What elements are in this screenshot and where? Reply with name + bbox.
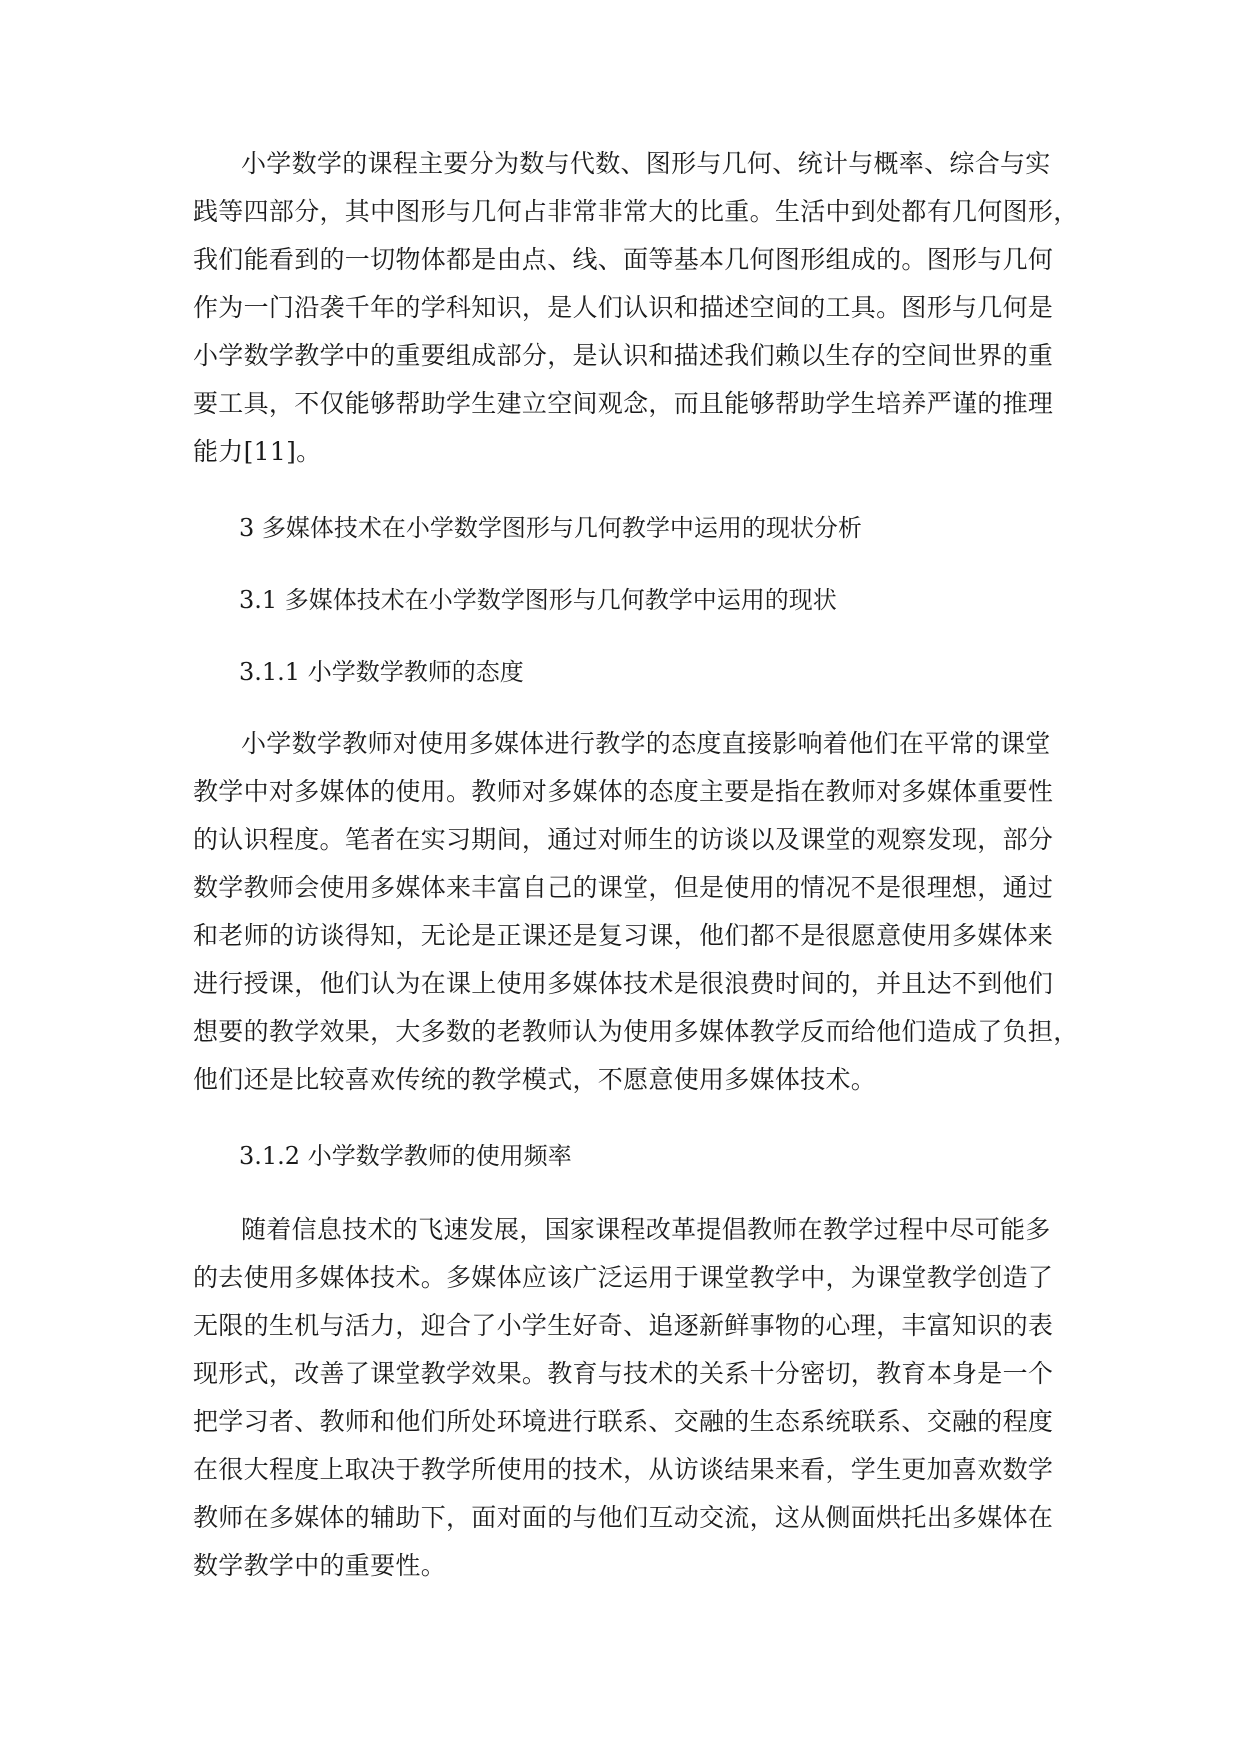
paragraph-line: 想要的教学效果，大多数的老教师认为使用多媒体教学反而给他们造成了负担， bbox=[193, 1017, 1079, 1046]
paragraph-line: 的去使用多媒体技术。多媒体应该广泛运用于课堂教学中，为课堂教学创造了 bbox=[193, 1263, 1054, 1292]
subsection-heading: 3.1 多媒体技术在小学数学图形与几何教学中运用的现状 bbox=[239, 586, 837, 614]
paragraph-line: 在很大程度上取决于教学所使用的技术，从访谈结果来看，学生更加喜欢数学 bbox=[193, 1455, 1054, 1484]
paragraph-line: 数学教师会使用多媒体来丰富自己的课堂，但是使用的情况不是很理想，通过 bbox=[193, 873, 1054, 902]
paragraph-line: 现形式，改善了课堂教学效果。教育与技术的关系十分密切，教育本身是一个 bbox=[193, 1359, 1054, 1388]
paragraph-line: 教学中对多媒体的使用。教师对多媒体的态度主要是指在教师对多媒体重要性 bbox=[193, 777, 1054, 806]
subsubsection-heading: 3.1.1 小学数学教师的态度 bbox=[239, 658, 524, 686]
paragraph-line: 把学习者、教师和他们所处环境进行联系、交融的生态系统联系、交融的程度 bbox=[193, 1407, 1054, 1436]
paragraph-line: 和老师的访谈得知，无论是正课还是复习课，他们都不是很愿意使用多媒体来 bbox=[193, 921, 1054, 950]
paragraph-line: 小学数学教学中的重要组成部分，是认识和描述我们赖以生存的空间世界的重 bbox=[193, 341, 1054, 370]
paragraph-line: 无限的生机与活力，迎合了小学生好奇、追逐新鲜事物的心理，丰富知识的表 bbox=[193, 1311, 1054, 1340]
paragraph-line: 作为一门沿袭千年的学科知识，是人们认识和描述空间的工具。图形与几何是 bbox=[193, 293, 1054, 322]
paragraph-line: 数学教学中的重要性。 bbox=[193, 1551, 447, 1580]
paragraph-line: 的认识程度。笔者在实习期间，通过对师生的访谈以及课堂的观察发现，部分 bbox=[193, 825, 1054, 854]
paragraph-line: 他们还是比较喜欢传统的教学模式，不愿意使用多媒体技术。 bbox=[193, 1065, 877, 1094]
paragraph-line: 能力[11]。 bbox=[193, 437, 322, 466]
paragraph-line: 要工具，不仅能够帮助学生建立空间观念，而且能够帮助学生培养严谨的推理 bbox=[193, 389, 1054, 418]
section-heading: 3 多媒体技术在小学数学图形与几何教学中运用的现状分析 bbox=[239, 514, 862, 542]
paragraph-line: 随着信息技术的飞速发展，国家课程改革提倡教师在教学过程中尽可能多 bbox=[241, 1215, 1051, 1244]
paragraph-line: 小学数学的课程主要分为数与代数、图形与几何、统计与概率、综合与实 bbox=[241, 149, 1051, 178]
subsubsection-heading: 3.1.2 小学数学教师的使用频率 bbox=[239, 1142, 572, 1170]
paragraph-line: 践等四部分，其中图形与几何占非常非常大的比重。生活中到处都有几何图形， bbox=[193, 197, 1079, 226]
paragraph-line: 教师在多媒体的辅助下，面对面的与他们互动交流，这从侧面烘托出多媒体在 bbox=[193, 1503, 1054, 1532]
paragraph-line: 进行授课，他们认为在课上使用多媒体技术是很浪费时间的，并且达不到他们 bbox=[193, 969, 1054, 998]
paragraph-line: 我们能看到的一切物体都是由点、线、面等基本几何图形组成的。图形与几何 bbox=[193, 245, 1054, 274]
paragraph-line: 小学数学教师对使用多媒体进行教学的态度直接影响着他们在平常的课堂 bbox=[241, 729, 1051, 758]
